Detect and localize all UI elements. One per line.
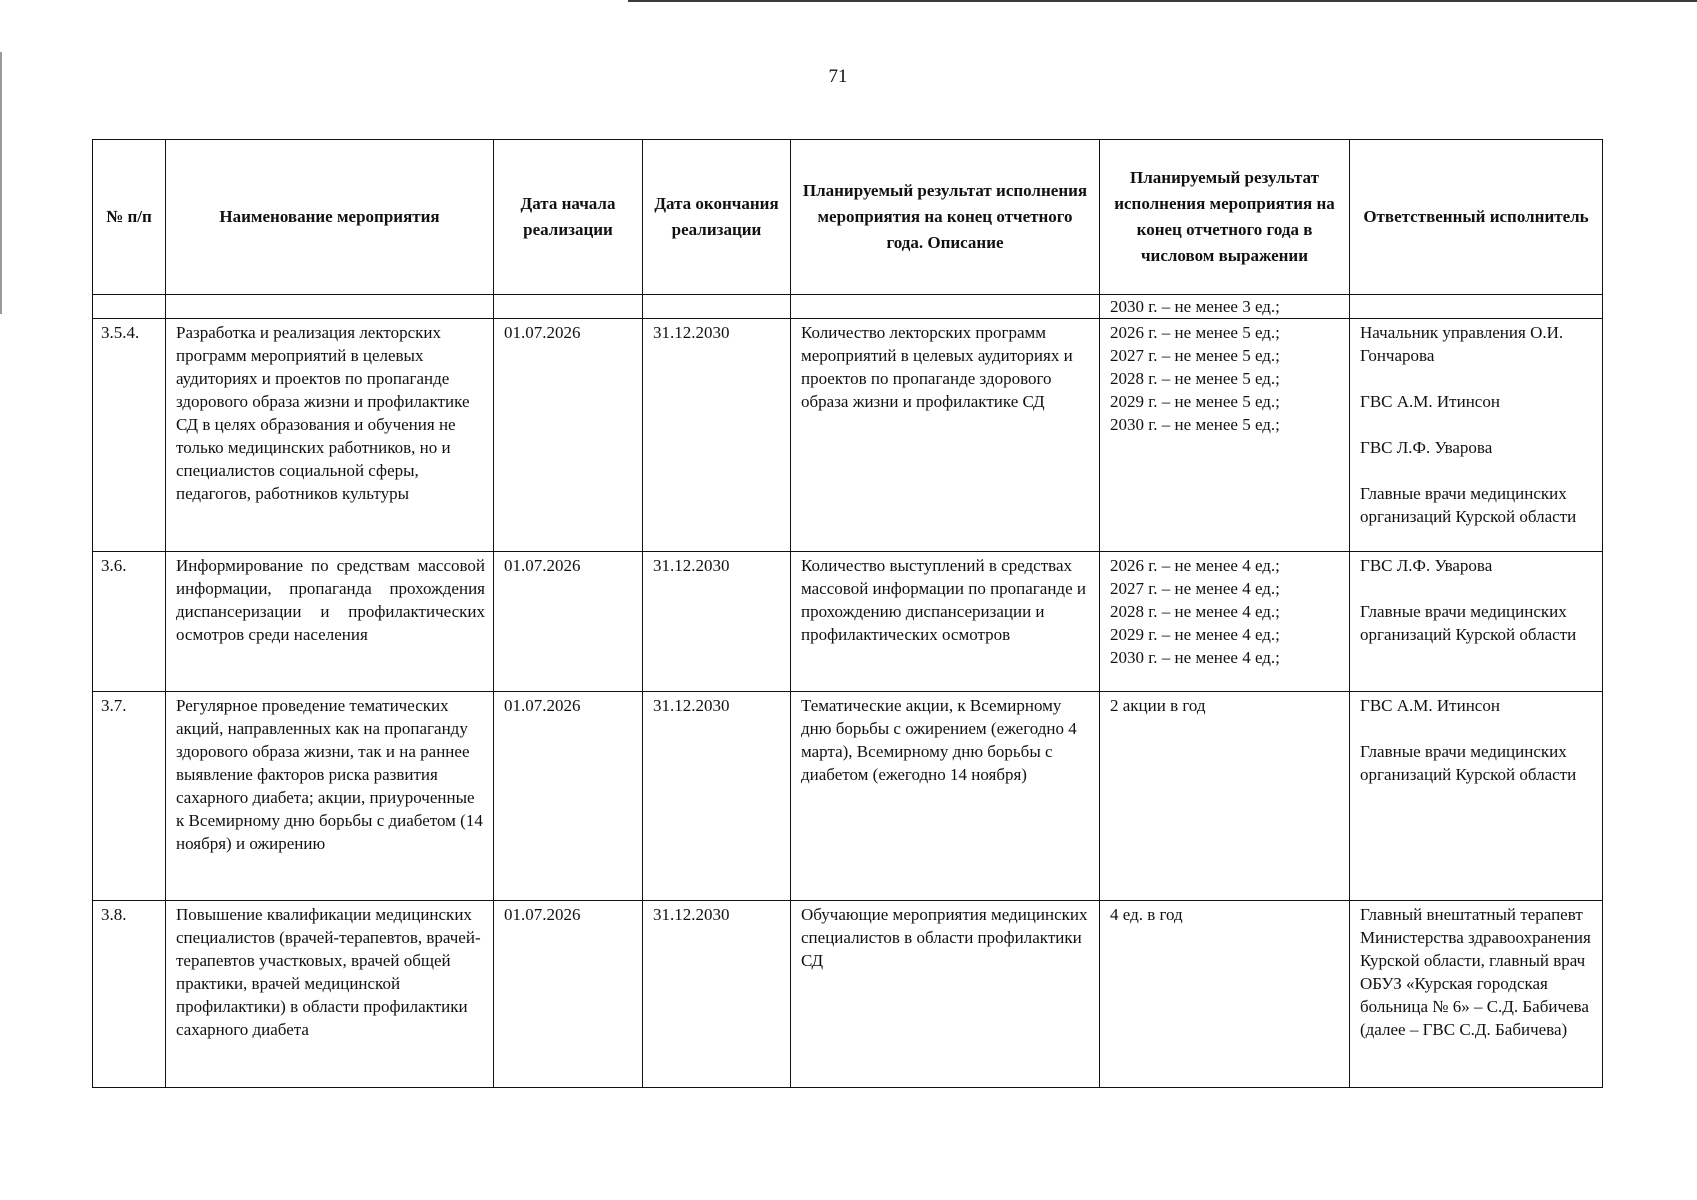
cell-responsible [1350,552,1603,692]
numeric-line: 2027 г. – не менее 4 ед.; [1110,579,1280,598]
cell-empty [166,295,494,319]
responsible-entry: ГВС А.М. Итинсон [1360,696,1500,715]
cell-empty [93,295,166,319]
cell-numeric [1100,901,1350,1088]
responsible-entry: Главные врачи медицинских организаций Курской области [1360,484,1577,526]
cell-description: Количество выступлений в средствах массовой информации по пропаганде и прохождению диспансеризации и профилактических осмотров [791,552,1100,692]
table-row-continuation [93,295,1603,319]
numeric-line: 2030 г. – не менее 4 ед.; [1110,648,1280,667]
cell-description: Количество лекторских программ мероприятий в целевых аудиториях и проектов по пропаганде здорового образа жизни и профилактике СД [791,319,1100,552]
table-row [93,692,1603,901]
table-row [93,552,1603,692]
numeric-line: 2030 г. – не менее 5 ед.; [1110,415,1280,434]
numeric-line: 2029 г. – не менее 5 ед.; [1110,392,1280,411]
header-responsible: Ответственный исполнитель [1350,140,1603,295]
table-row [93,901,1603,1088]
header-result-description: Планируемый результат исполнения мероприятия на конец отчетного года. Описание [791,140,1100,295]
header-start-date: Дата начала реализации [494,140,643,295]
cell-numeric: 2030 г. – не менее 3 ед.; [1100,295,1350,319]
page-number: 71 [828,66,848,87]
cell-start-date: 01.07.2026 [494,692,643,901]
header-end-date: Дата окончания реализации [643,140,791,295]
cell-end-date: 31.12.2030 [643,552,791,692]
table-header-row [93,140,1603,295]
cell-responsible [1350,319,1603,552]
cell-start-date: 01.07.2026 [494,901,643,1088]
responsible-entry: ГВС Л.Ф. Уварова [1360,556,1493,575]
numeric-line: 2 акции в год [1110,696,1206,715]
numeric-line: 2026 г. – не менее 4 ед.; [1110,556,1280,575]
cell-numeric [1100,692,1350,901]
responsible-entry: Главный внештатный терапевт Министерства здравоохранения Курской области, главный врач ОБУЗ «Курская городская больница № 6» – С.Д. Бабичева (далее – ГВС С.Д. Бабичева) [1360,905,1591,1039]
cell-start-date: 01.07.2026 [494,319,643,552]
cell-description: Обучающие мероприятия медицинских специалистов в области профилактики СД [791,901,1100,1088]
cell-empty [791,295,1100,319]
cell-numeric [1100,319,1350,552]
table-row [93,319,1603,552]
numeric-line: 2026 г. – не менее 5 ед.; [1110,323,1280,342]
numeric-line: 2029 г. – не менее 4 ед.; [1110,625,1280,644]
cell-responsible [1350,901,1603,1088]
cell-empty [1350,295,1603,319]
cell-num: 3.6. [93,552,166,692]
numeric-line: 4 ед. в год [1110,905,1183,924]
header-name: Наименование мероприятия [166,140,494,295]
numeric-line: 2027 г. – не менее 5 ед.; [1110,346,1280,365]
header-result-numeric: Планируемый результат исполнения мероприятия на конец отчетного года в числовом выражении [1100,140,1350,295]
cell-start-date: 01.07.2026 [494,552,643,692]
cell-description: Тематические акции, к Всемирному дню борьбы с ожирением (ежегодно 4 марта), Всемирному дню борьбы с диабетом (ежегодно 14 ноября) [791,692,1100,901]
cell-end-date: 31.12.2030 [643,692,791,901]
cell-name: Регулярное проведение тематических акций, направленных как на пропаганду здорового образа жизни, так и на раннее выявление факторов риска развития сахарного диабета; акции, приуроченные к Всемирному дню борьбы с диабетом (14 ноября) и ожирению [166,692,494,901]
cell-numeric [1100,552,1350,692]
cell-name: Информирование по средствам массовой информации, пропаганда прохождения диспансеризации и профилактических осмотров среди населения [166,552,494,692]
cell-empty [494,295,643,319]
cell-name: Разработка и реализация лекторских программ мероприятий в целевых аудиториях и проектов по пропаганде здорового образа жизни и профилактике СД в целях образования и обучения не только медицинских работников, но и специалистов социальной сферы, педагогов, работников культуры [166,319,494,552]
numeric-line: 2028 г. – не менее 5 ед.; [1110,369,1280,388]
cell-num: 3.8. [93,901,166,1088]
cell-empty [643,295,791,319]
header-num: № п/п [93,140,166,295]
cell-responsible [1350,692,1603,901]
cell-num: 3.7. [93,692,166,901]
responsible-entry: Начальник управления О.И. Гончарова [1360,323,1564,365]
responsible-entry: Главные врачи медицинских организаций Курской области [1360,602,1577,644]
scan-edge-line-left [0,52,2,314]
cell-end-date: 31.12.2030 [643,319,791,552]
responsible-entry: ГВС А.М. Итинсон [1360,392,1500,411]
numeric-line: 2028 г. – не менее 4 ед.; [1110,602,1280,621]
cell-name: Повышение квалификации медицинских специалистов (врачей-терапевтов, врачей-терапевтов участковых, врачей общей практики, врачей медицинской профилактики) в области профилактики сахарного диабета [166,901,494,1088]
cell-num: 3.5.4. [93,319,166,552]
activities-table [92,139,1603,1088]
responsible-entry: ГВС Л.Ф. Уварова [1360,438,1493,457]
responsible-entry: Главные врачи медицинских организаций Курской области [1360,742,1577,784]
cell-end-date: 31.12.2030 [643,901,791,1088]
scan-edge-line-top [628,0,1697,2]
